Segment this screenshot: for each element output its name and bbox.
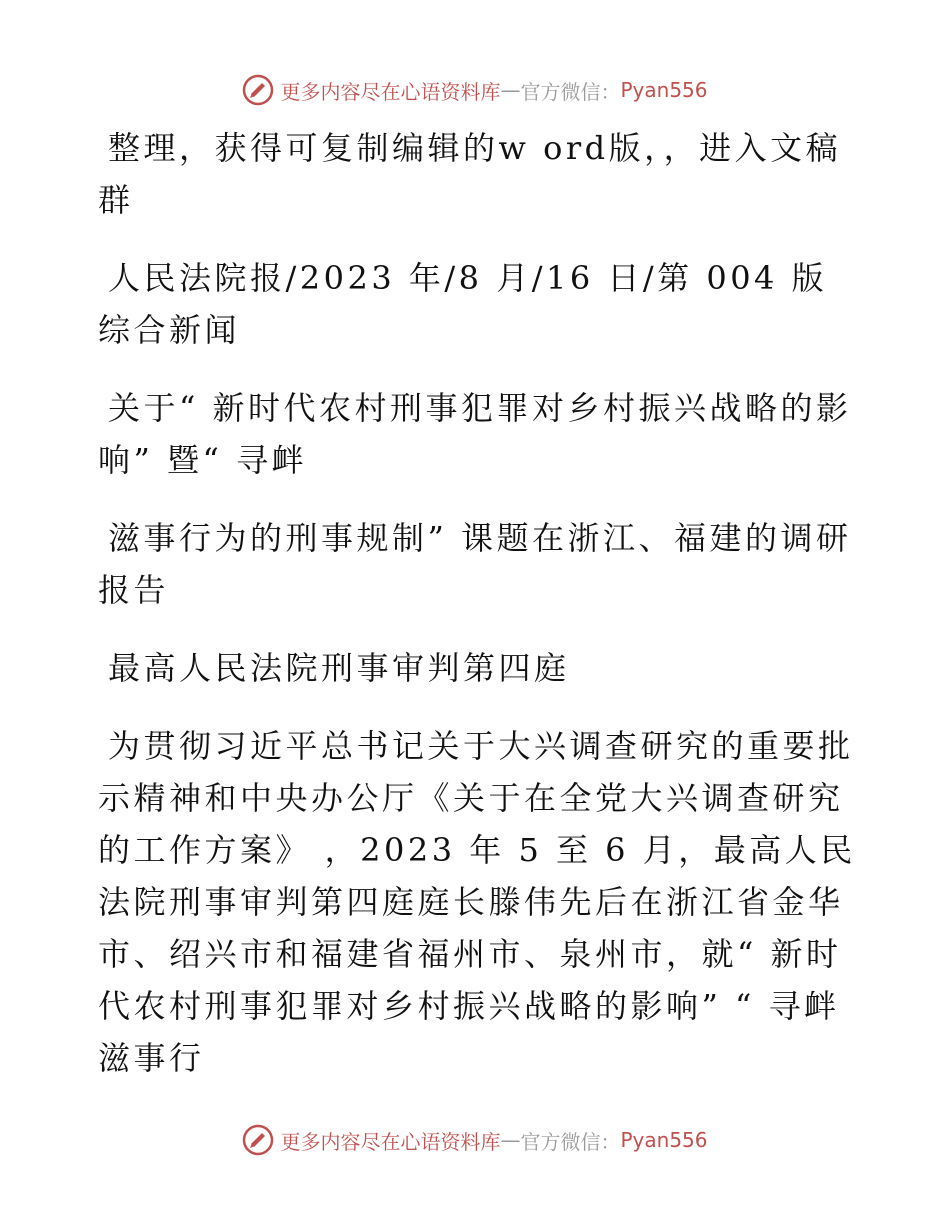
header-wechat-label: 官方微信： — [520, 79, 621, 104]
paragraph-1: 整理，获得可复制编辑的w ord版，，进入文稿群 — [98, 129, 842, 219]
paragraph-2: 人民法院报/2023 年/8 月/16 日/第 004 版综合新闻 — [98, 259, 828, 349]
footer-wechat-label: 官方微信： — [520, 1129, 621, 1154]
footer-wechat-id: Pyan556 — [620, 1128, 708, 1152]
header-banner — [0, 70, 950, 110]
footer-banner-text: 更多内容尽在心语资料库 — [280, 1129, 501, 1154]
footer-dash: — — [500, 1128, 521, 1152]
logo-icon — [242, 1124, 274, 1156]
paragraph-5: 最高人民法院刑事审判第四庭 — [108, 649, 570, 687]
paragraph-4: 滋事行为的刑事规制” 课题在浙江、福建的调研报告 — [98, 519, 852, 609]
document-body — [98, 122, 858, 1110]
header-dash: — — [500, 78, 521, 102]
paragraph-3: 关于“ 新时代农村刑事犯罪对乡村振兴战略的影响” 暨“ 寻衅 — [98, 389, 852, 479]
footer-banner — [0, 1120, 950, 1160]
paragraph-6: 为贯彻习近平总书记关于大兴调查研究的重要批示精神和中央办公厅《关于在全党大兴调查研究的工作方案》 ，2023 年 5 至 6 月，最高人民法院刑事审判第四庭庭长滕伟先后在浙江省金华市、绍兴市和福建省福州市、泉州市，就“ 新时代农村刑事犯罪对乡村振兴战略的影响” “ 寻衅滋事行 — [98, 727, 856, 1077]
logo-icon — [242, 74, 274, 106]
header-wechat-id: Pyan556 — [620, 78, 708, 102]
header-banner-text: 更多内容尽在心语资料库 — [280, 79, 501, 104]
